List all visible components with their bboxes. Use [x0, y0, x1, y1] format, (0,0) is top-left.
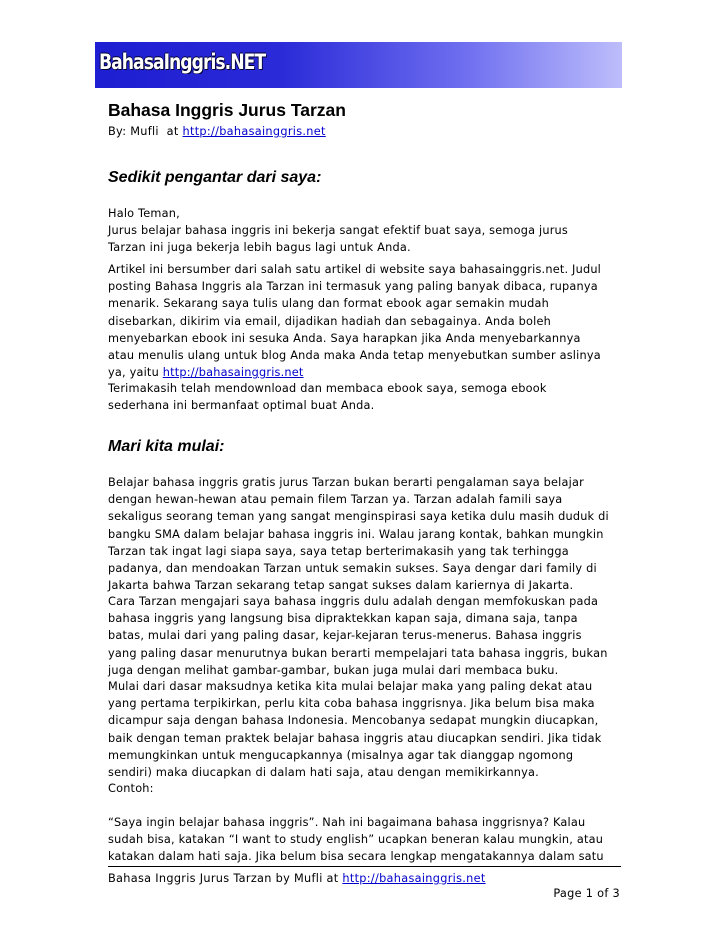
- text-line: sudah bisa, katakan “I want to study english” ucapkan beneran kalau mungkin, atau: [108, 833, 604, 847]
- text-line: yang paling dasar menurutnya bukan berarti mempelajari tata bahasa inggris, bukan: [108, 646, 608, 660]
- text-line: dengan hewan-hewan atau pemain filem Tarzan ya. Tarzan adalah famili saya: [108, 493, 563, 507]
- section-heading-start: Mari kita mulai:: [108, 438, 225, 455]
- text-line: juga dengan melihat gambar-gambar, bukan juga mulai dari membaca buku.: [108, 663, 559, 677]
- text-line: “Saya ingin belajar bahasa inggris”. Nah ini bagaimana bahasa inggrisnya? Kalau: [108, 816, 586, 829]
- text-line: padanya, dan mendoakan Tarzan untuk semakin sukses. Saya dengar dari family di: [108, 561, 597, 575]
- text-line: dicampur saja dengan bahasa Indonesia. Mencobanya sedapat mungkin diucapkan,: [108, 714, 599, 728]
- section-heading-intro: Sedikit pengantar dari saya:: [108, 169, 322, 186]
- byline-prefix: By: Mufli at: [108, 125, 183, 138]
- start-paragraph-1: [108, 474, 628, 594]
- text-line: batas, mulai dari yang paling dasar, kejar-kejaran terus-menerus. Bahasa inggris: [108, 629, 582, 643]
- start-paragraph-3: [108, 678, 628, 781]
- text-line: Tarzan ini juga bekerja lebih bagus lagi untuk Anda.: [108, 241, 411, 255]
- byline: [108, 125, 326, 138]
- footer-prefix: Bahasa Inggris Jurus Tarzan by Mufli at: [108, 872, 343, 885]
- footer-divider: [108, 866, 621, 867]
- intro-paragraph-1: [108, 205, 628, 257]
- text-line: sekaligus seorang teman yang sangat menginspirasi saya ketika dulu masih duduk di: [108, 510, 609, 524]
- text-line: Jurus belajar bahasa inggris ini bekerja sangat efektif buat saya, semoga jurus: [108, 224, 568, 238]
- page-number: Page 1 of 3: [553, 887, 620, 900]
- text-line: Tarzan tak ingat lagi siapa saya, saya tetap berterimakasih yang tak terhingga: [108, 544, 569, 558]
- footer-text: [108, 872, 486, 885]
- text-line: [108, 364, 628, 381]
- text-line: Belajar bahasa inggris gratis jurus Tarzan bukan berarti pengalaman saya belajar: [108, 476, 584, 489]
- text-line: Halo Teman,: [108, 207, 180, 220]
- intro-paragraph-2: [108, 261, 628, 381]
- start-paragraph-4: [108, 780, 628, 797]
- text-prefix: ya, yaitu: [108, 366, 163, 380]
- text-line: bangku SMA dalam belajar bahasa inggris ini. Walau jarang kontak, bahkan mungkin: [108, 527, 604, 541]
- start-paragraph-2: [108, 593, 628, 679]
- text-line: Mulai dari dasar maksudnya ketika kita mulai belajar maka yang paling dekat atau: [108, 680, 593, 693]
- text-line: Cara Tarzan mengajari saya bahasa inggris dulu adalah dengan memfokuskan pada: [108, 595, 599, 608]
- text-line: baik dengan teman praktek belajar bahasa inggris atau diucapkan sendiri. Jika tidak: [108, 731, 602, 745]
- document-title: Bahasa Inggris Jurus Tarzan: [108, 100, 346, 120]
- text-line: Terimakasih telah mendownload dan membaca ebook saya, semoga ebook: [108, 382, 547, 395]
- text-line: posting Bahasa Inggris ala Tarzan ini termasuk yang paling banyak dibaca, rupanya: [108, 280, 598, 294]
- site-logo: BahasaInggris.NET: [99, 50, 266, 74]
- text-line: yang pertama terpikirkan, perlu kita coba bahasa inggrisnya. Jika belum bisa maka: [108, 697, 595, 711]
- header-banner: [95, 42, 622, 88]
- intro-paragraph-3: [108, 380, 628, 414]
- start-paragraph-5: [108, 814, 628, 866]
- text-line: bahasa inggris yang langsung bisa dipraktekkan kapan saja, dimana saja, tanpa: [108, 612, 578, 626]
- text-line: atau menulis ulang untuk blog Anda maka Anda tetap menyebutkan sumber aslinya: [108, 348, 601, 362]
- text-line: Jakarta bahwa Tarzan sekarang tetap sangat sukses dalam kariernya di Jakarta.: [108, 579, 574, 593]
- text-line: sederhana ini bermanfaat optimal buat Anda.: [108, 399, 375, 413]
- byline-link[interactable]: http://bahasainggris.net: [182, 125, 326, 138]
- text-line: menyebarkan ebook ini sesuka Anda. Saya harapkan jika Anda menyebarkannya: [108, 331, 581, 345]
- text-line: Artikel ini bersumber dari salah satu artikel di website saya bahasainggris.net. Judul: [108, 263, 602, 276]
- text-line: menarik. Sekarang saya tulis ulang dan format ebook agar semakin mudah: [108, 297, 549, 311]
- text-line: sendiri) maka diucapkan di dalam hati saja, atau dengan memikirkannya.: [108, 765, 539, 779]
- footer-link[interactable]: http://bahasainggris.net: [342, 872, 486, 885]
- text-line: Contoh:: [108, 782, 154, 795]
- text-line: katakan dalam hati saja. Jika belum bisa secara lengkap mengatakannya dalam satu: [108, 850, 604, 864]
- text-line: disebarkan, dikirim via email, dijadikan hadiah dan sebagainya. Anda boleh: [108, 314, 551, 328]
- site-link[interactable]: http://bahasainggris.net: [162, 366, 304, 380]
- text-line: memungkinkan untuk mengucapkannya (misalnya agar tak dianggap ngomong: [108, 748, 574, 762]
